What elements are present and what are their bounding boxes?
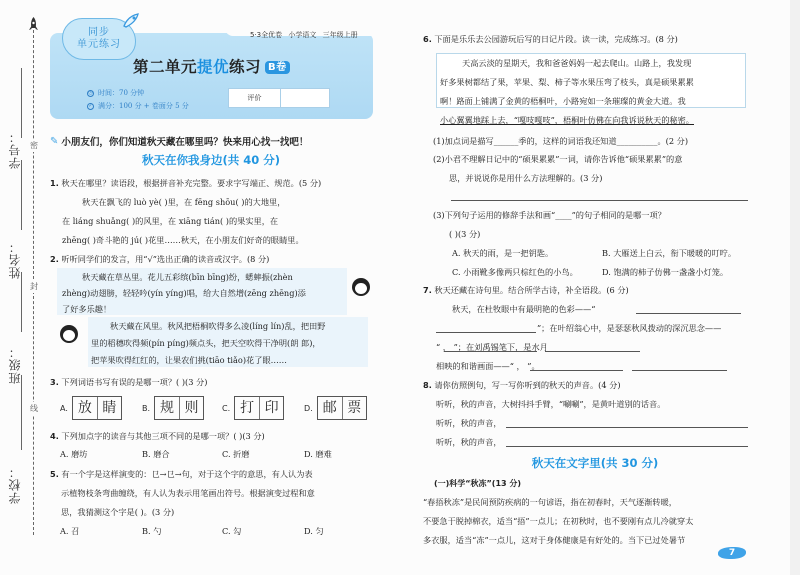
question-1: 1. 秋天在哪里？读语段，根据拼音补充完整。要求字写端正、规范。(5 分)	[50, 178, 322, 188]
question-4: 4. 下列加点字的读音与其他三项不同的是哪一项？( )(3 分)	[50, 431, 265, 441]
q2-girl-line-3[interactable]: 把苹果吹得红红的，让果农们挑(tiāo tiǎo)花了眼……	[91, 355, 287, 365]
passage-line-1: “春捂秋冻”是民间预防疾病的一句谚语，指在初春时，天气逐渐转暖，	[423, 497, 677, 507]
school-label: 学校：	[8, 465, 22, 504]
q4-option-a[interactable]: A. 磨坊	[60, 449, 88, 459]
diary-line-3: 啊！路面上铺满了金黄的梧桐叶，小路宛如一条璀璨的黄金大道。我	[440, 96, 686, 106]
section-heading-2: 秋天在文字里(共 30 分)	[531, 456, 659, 470]
q6-sub-2-line-2: 思，并说说你是用什么方法理解的。(3 分)	[449, 173, 603, 183]
q8-answer-line-2[interactable]	[506, 446, 748, 447]
passage-line-3: 多衣服，适当“冻”一点儿，这对于身体健康是有好处的。当下已过处暑节	[423, 535, 686, 545]
series-info: 5·3全优卷 小学语文 三年级上册	[250, 31, 358, 39]
q6-sub-3-option-c[interactable]: C. 小雨靴多像两只棕红色的小鸟。	[452, 267, 578, 277]
question-6: 6. 下面是乐乐去公园游玩后写的日记片段。读一读，完成练习。(8 分)	[423, 34, 678, 44]
diary-line-1: 天高云淡的星期天，我和爸爸妈妈一起去爬山。山路上，我发现	[462, 58, 692, 68]
badge-line-1: 同步	[88, 27, 110, 38]
q3-option-b[interactable]: B. 规 则	[142, 396, 204, 420]
q3-option-d[interactable]: D. 邮 票	[304, 396, 367, 420]
q2-boy-line-2[interactable]: zhèng)动翅膀，轻轻吟(yín yíng)唱，给大自然增(zēng zhēng)添	[62, 288, 306, 298]
q8-example: 听听，秋的声音，大树抖抖手臂，“唰唰”，是黄叶道别的话音。	[436, 399, 666, 409]
q2-boy-line-1[interactable]: 秋天藏在草丛里。花儿五彩缤(bīn bīng)纷，蟋蟀振(zhèn	[82, 272, 293, 282]
student-name-label: 姓名：	[8, 240, 22, 279]
passage-subtitle: (一)科学“秋冻”(13 分)	[433, 479, 522, 488]
student-name-write-line[interactable]	[21, 160, 22, 230]
q2-girl-line-2[interactable]: 里的稻穗吹得频(pín píng)频点头，把天空吹得干净明(朗 郎)，	[91, 338, 321, 348]
time-limit: ◷ 时间：70 分钟	[88, 89, 145, 97]
q7-line-4[interactable]: 相映的和谐画面——“ ， ”。	[436, 361, 540, 371]
q4-option-c[interactable]: C. 折磨	[222, 449, 250, 459]
rocket-icon	[122, 12, 140, 28]
q5-option-d[interactable]: D. 匀	[304, 526, 324, 536]
q2-boy-line-3: 了好多乐趣！	[62, 304, 112, 314]
badge-line-2: 单元练习	[77, 39, 121, 50]
binding-mark-close: 封	[30, 282, 38, 291]
q3-option-a[interactable]: A. 放 睛	[60, 396, 122, 420]
page-number: 7	[718, 547, 746, 559]
student-id-write-line[interactable]	[21, 68, 22, 138]
grade-label: 评价	[229, 89, 281, 107]
q8-answer-prefix-1: 听听，秋的声音，	[436, 418, 502, 428]
binding-mark-line: 线	[30, 404, 38, 413]
question-8: 8. 请你仿照例句，写一写你听到的秋天的声音。(4 分)	[423, 380, 621, 390]
q4-option-d[interactable]: D. 磨难	[304, 449, 332, 459]
class-label: 班级：	[8, 345, 22, 384]
q7-blank-5[interactable]	[530, 370, 623, 371]
q5-line-3[interactable]: 思，我猜测这个字是( )。(3 分)	[61, 507, 175, 517]
pencil-icon: ✎	[50, 135, 59, 147]
question-3: 3. 下列词语书写有误的是哪一项？( )(3 分)	[50, 377, 208, 387]
q6-sub-3-option-b[interactable]: B. 大雁送上白云，衔下暖暖的叮咛。	[602, 248, 737, 258]
q6-sub-2-answer-line[interactable]	[451, 200, 748, 201]
q7-blank-2[interactable]	[436, 332, 536, 333]
q6-sub-3-option-d[interactable]: D. 饱满的柿子仿佛一盏盏小灯笼。	[602, 267, 729, 277]
q6-sub-3-line-1: (3)下列句子运用的修辞手法和画“____”的句子相同的是哪一项？	[433, 210, 666, 220]
q6-sub-3-answer[interactable]: ( )(3 分)	[449, 229, 481, 239]
passage-line-2: 不要急于脱掉棉衣，适当“捂”一点儿；在初秋时，也不要刚有点儿冷就穿太	[423, 516, 694, 526]
q8-answer-prefix-2: 听听，秋的声音，	[436, 437, 502, 447]
boy-avatar	[352, 278, 370, 296]
q7-blank-4[interactable]	[545, 351, 640, 352]
q6-sub-3-option-a[interactable]: A. 秋天的雨，是一把钥匙。	[452, 248, 554, 258]
full-score: ✓ 满分：100 分 + 卷面分 5 分	[88, 102, 189, 110]
grade-input[interactable]	[281, 89, 329, 107]
school-write-line[interactable]	[21, 375, 22, 450]
paper-b-badge: B卷	[265, 61, 290, 74]
q5-option-a[interactable]: A. 召	[60, 526, 80, 536]
page-title: 第二单元提优练习 B卷	[133, 55, 290, 77]
clock-icon: ◷	[88, 89, 93, 96]
section-heading-1: 秋天在你我身边(共 40 分)	[141, 153, 281, 167]
question-2: 2. 听听同学们的发言，用“√”选出正确的读音或汉字。(8 分)	[50, 254, 270, 264]
q8-answer-line-1[interactable]	[506, 427, 748, 428]
diary-line-4-underlined: 小心翼翼地踩上去，“嘎吱嘎吱”，梧桐叶仿佛在向我诉说秋天的秘密。	[440, 115, 694, 125]
question-7: 7. 秋天还藏在诗句里。结合所学古诗，补全语段。(6 分)	[423, 285, 629, 295]
intro-line: ✎ 小朋友们，你们知道秋天藏在哪里吗？快来用心找一找吧！	[50, 135, 309, 148]
q1-line-3[interactable]: zhēng( )奇斗艳的 jú( )花里……秋天，在小朋友们好奇的眼睛里。	[62, 235, 304, 245]
q7-blank-1[interactable]	[636, 313, 741, 314]
q1-line-1[interactable]: 秋天在飘飞的 luò yè( )里，在 fēng shōu( )的大地里，	[82, 197, 286, 207]
q7-line-2: ”；在叶绍翁心中，是瑟瑟秋风拨动的深沉思念——	[537, 323, 722, 333]
check-icon: ✓	[88, 102, 93, 109]
class-write-line[interactable]	[21, 272, 22, 332]
q7-line-1: 秋天，在杜牧眼中有最明艳的色彩——“	[452, 304, 596, 314]
q5-option-b[interactable]: B. 勺	[142, 526, 162, 536]
q6-sub-1[interactable]: (1)加点词是描写______季的，这样的词语我还知道__________。(2 分)	[433, 136, 689, 146]
binding-mark-seal: 密	[30, 141, 38, 150]
q5-option-c[interactable]: C. 勾	[222, 526, 242, 536]
student-id-label: 学号：	[8, 130, 22, 169]
q6-sub-2-line-1: (2)小君不理解日记中的“硕果累累”一词，请你告诉他“硕果累累”的意	[433, 154, 683, 164]
q3-option-c[interactable]: C. 打 印	[222, 396, 284, 420]
q2-girl-line-1[interactable]: 秋天藏在风里。秋风把梧桐吹得多么凌(líng lín)乱，把田野	[110, 321, 326, 331]
q7-blank-3[interactable]	[444, 351, 537, 352]
q5-line-2: 示植物枝条弯曲缠绕，有人认为表示用笔画出符号。根据演变过程和意	[61, 488, 315, 498]
q4-option-b[interactable]: B. 磨合	[142, 449, 170, 459]
grade-box	[228, 88, 330, 108]
q7-blank-6[interactable]	[632, 370, 727, 371]
q7-line-3[interactable]: “ ， ”；在刘禹锡笔下，是水月	[436, 342, 548, 352]
question-5: 5. 有一个字是这样演变的：㔾→㔾→句，对于这个字的意思，有人认为表	[50, 469, 313, 479]
diary-line-2: 好多果树都结了果，苹果、梨、柿子等水果压弯了枝头，真是硕果累累	[440, 77, 694, 87]
q1-line-2[interactable]: 在 liáng shuǎng( )的风里，在 xiāng tián( )的果实里，在	[62, 216, 279, 226]
girl-avatar	[60, 325, 78, 343]
